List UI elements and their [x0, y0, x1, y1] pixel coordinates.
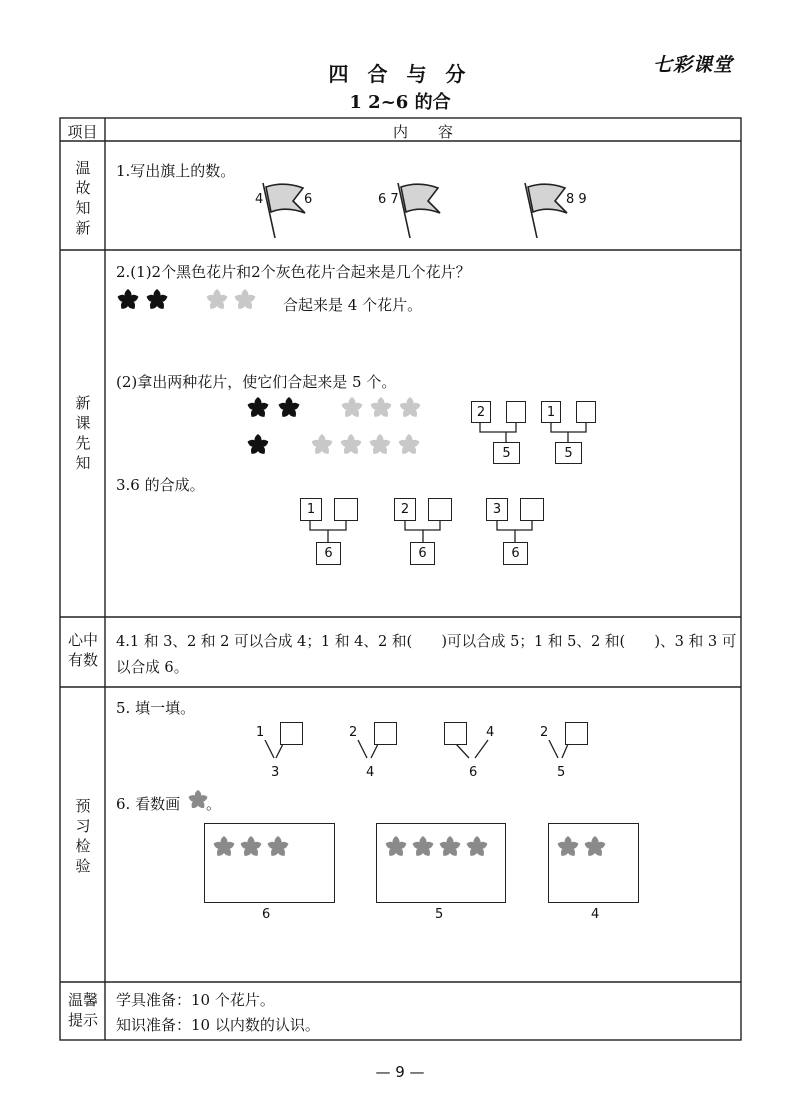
- q5-item-4-blank[interactable]: [565, 722, 588, 745]
- flag-2-left-numbers: 6 7: [378, 192, 399, 207]
- question-3-text: 3.6 的合成。: [116, 476, 205, 494]
- row-label-preview: 新课先知: [75, 394, 91, 472]
- q2-decomp-2-total: 5: [555, 442, 582, 464]
- flag-1-right-number: 6: [304, 192, 313, 207]
- q5-item-1-left: 1: [256, 725, 265, 740]
- column-header-content: 内 容: [392, 123, 453, 141]
- row-label-review: 温故知新: [75, 159, 91, 237]
- question-2-sub-text: (2)拿出两种花片，使它们合起来是 5 个。: [116, 373, 397, 391]
- q5-item-4-left: 2: [540, 725, 549, 740]
- question-6-text-end: 。: [206, 795, 222, 813]
- tips-line-2: 知识准备：10 以内数的认识。: [116, 1016, 320, 1034]
- lesson-subtitle: 1 2~6 的合: [349, 92, 451, 113]
- q6-box-2[interactable]: [376, 823, 506, 903]
- q5-item-1-total: 3: [271, 765, 280, 780]
- q2-decomp-1-left: 2: [471, 401, 491, 423]
- q5-item-3-right: 4: [486, 725, 495, 740]
- question-2-answer: 合起来是 4 个花片。: [283, 296, 423, 314]
- question-1-text: 1.写出旗上的数。: [116, 162, 236, 180]
- row-label-check: 预习检验: [75, 797, 91, 875]
- brand-logo: 七彩课堂: [653, 54, 734, 76]
- page-number: — 9 —: [375, 1063, 425, 1081]
- q5-item-2-left: 2: [349, 725, 358, 740]
- q5-item-2-total: 4: [366, 765, 375, 780]
- q2-decomp-2-left: 1: [541, 401, 561, 423]
- flag-3-right-numbers: 8 9: [566, 192, 587, 207]
- question-4-line-2: 以合成 6。: [116, 659, 189, 676]
- q5-item-3-blank[interactable]: [444, 722, 467, 745]
- question-5-text: 5. 填一填。: [116, 699, 196, 717]
- q3-decomp-1-left: 1: [300, 498, 322, 521]
- row-label-mental: 心中有数: [67, 631, 98, 669]
- q6-box-1[interactable]: [204, 823, 335, 903]
- question-2-text: 2.(1)2个黑色花片和2个灰色花片合起来是几个花片？: [116, 263, 471, 281]
- q6-box-1-label: 6: [262, 907, 271, 922]
- question-4-line-1: 4.1 和 3、2 和 2 可以合成 4；1 和 4、2 和( )可以合成 5；1 和 5、2 和( )、3 和 3 可: [116, 633, 737, 650]
- q3-decomp-3-left: 3: [486, 498, 508, 521]
- q5-item-4-total: 5: [557, 765, 566, 780]
- column-header-item: 项目: [67, 123, 98, 141]
- q3-decomp-2-total: 6: [410, 542, 435, 565]
- page-title: 四 合 与 分: [328, 62, 472, 86]
- q5-item-3-total: 6: [469, 765, 478, 780]
- q5-item-2-blank[interactable]: [374, 722, 397, 745]
- q6-box-3[interactable]: [548, 823, 639, 903]
- q3-decomp-2-left: 2: [394, 498, 416, 521]
- q5-item-1-blank[interactable]: [280, 722, 303, 745]
- q6-box-3-label: 4: [591, 907, 600, 922]
- row-label-tips: 温馨提示: [67, 991, 98, 1029]
- q3-decomp-1-total: 6: [316, 542, 341, 565]
- flag-1-left-number: 4: [255, 192, 264, 207]
- q3-decomp-3-total: 6: [503, 542, 528, 565]
- tips-line-1: 学具准备：10 个花片。: [116, 991, 275, 1009]
- question-6-text: 6. 看数画: [116, 795, 181, 813]
- q2-decomp-1-total: 5: [493, 442, 520, 464]
- q6-box-2-label: 5: [435, 907, 444, 922]
